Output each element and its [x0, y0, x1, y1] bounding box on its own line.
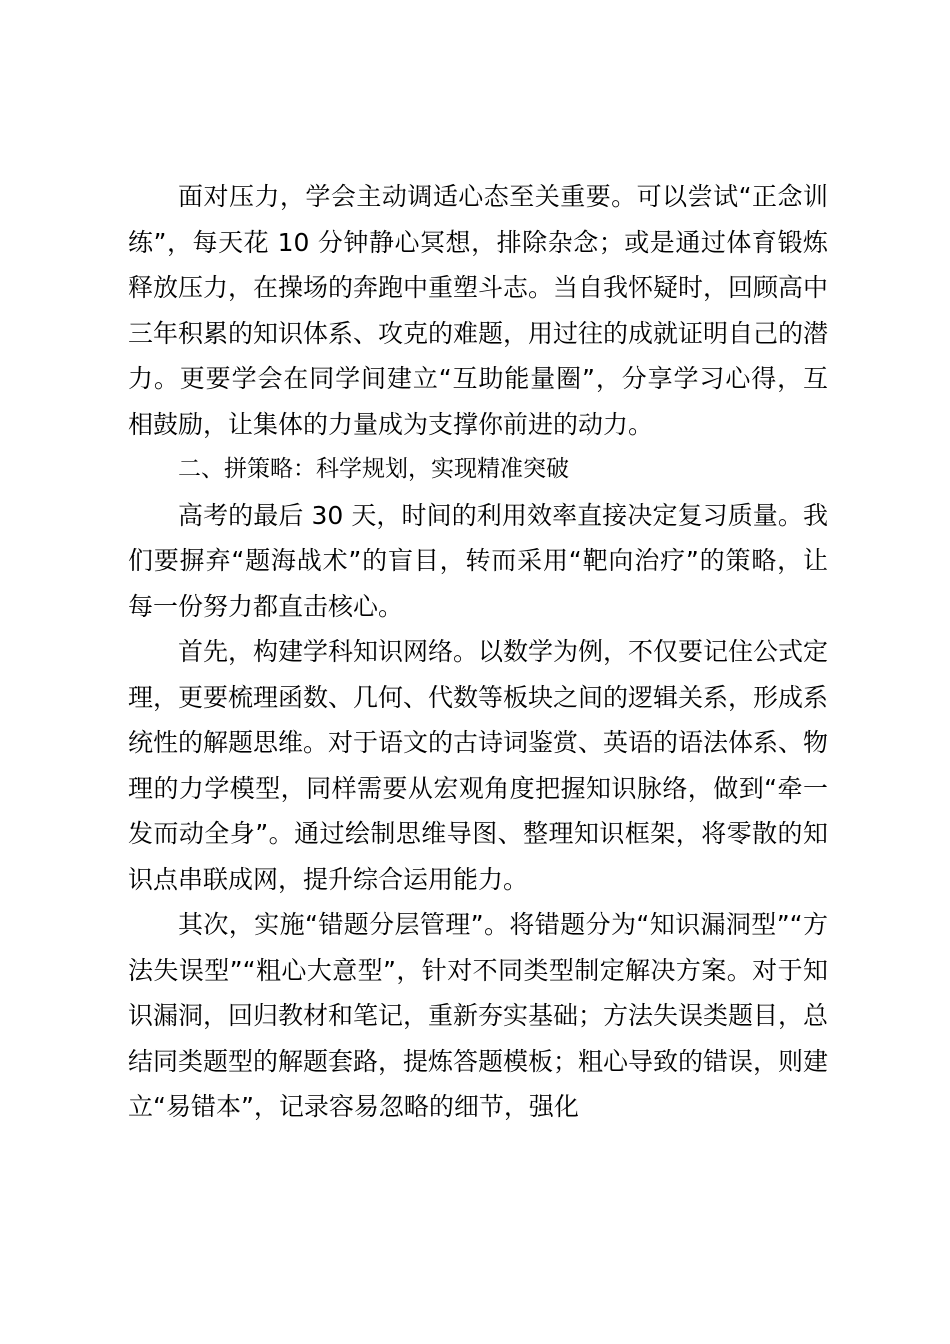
section-heading-strategy: 二、拼策略：科学规划，实现精准突破	[178, 456, 569, 482]
paragraph-knowledge-network: 首先，构建学科知识网络。以数学为例，不仅要记住公式定理，更要梳理函数、几何、代数等板块之间的逻辑关系，形成系统性的解题思维。对于语文的古诗词鉴赏、英语的语法体系、物理的力学模型，同样需要从宏观角度把握知识脉络，做到“牵一发而动全身”。通过绘制思维导图、整理知识框架，将零散的知识点串联成网，提升综合运用能力。	[128, 637, 829, 894]
document-body	[128, 174, 828, 1130]
paragraph-mistake-management: 其次，实施“错题分层管理”。将错题分为“知识漏洞型”“方法失误型”“粗心大意型”，针对不同类型制定解决方案。对于知识漏洞，回归教材和笔记，重新夯实基础；方法失误类题目，总结同类题型的解题套路，提炼答题模板；粗心导致的错误，则建立“易错本”，记录容易忽略的细节，强化	[128, 910, 829, 1121]
paragraph-mindset: 面对压力，学会主动调适心态至关重要。可以尝试“正念训练”，每天花 10 分钟静心冥想，排除杂念；或是通过体育锻炼释放压力，在操场的奔跑中重塑斗志。当自我怀疑时，回顾高中三年积累的知识体系、攻克的难题，用过往的成就证明自己的潜力。更要学会在同学间建立“互助能量圈”，分享学习心得，互相鼓励，让集体的力量成为支撑你前进的动力。	[128, 182, 829, 439]
paragraph-final-30-days: 高考的最后 30 天，时间的利用效率直接决定复习质量。我们要摒弃“题海战术”的盲目，转而采用“靶向治疗”的策略，让每一份努力都直击核心。	[128, 500, 828, 621]
